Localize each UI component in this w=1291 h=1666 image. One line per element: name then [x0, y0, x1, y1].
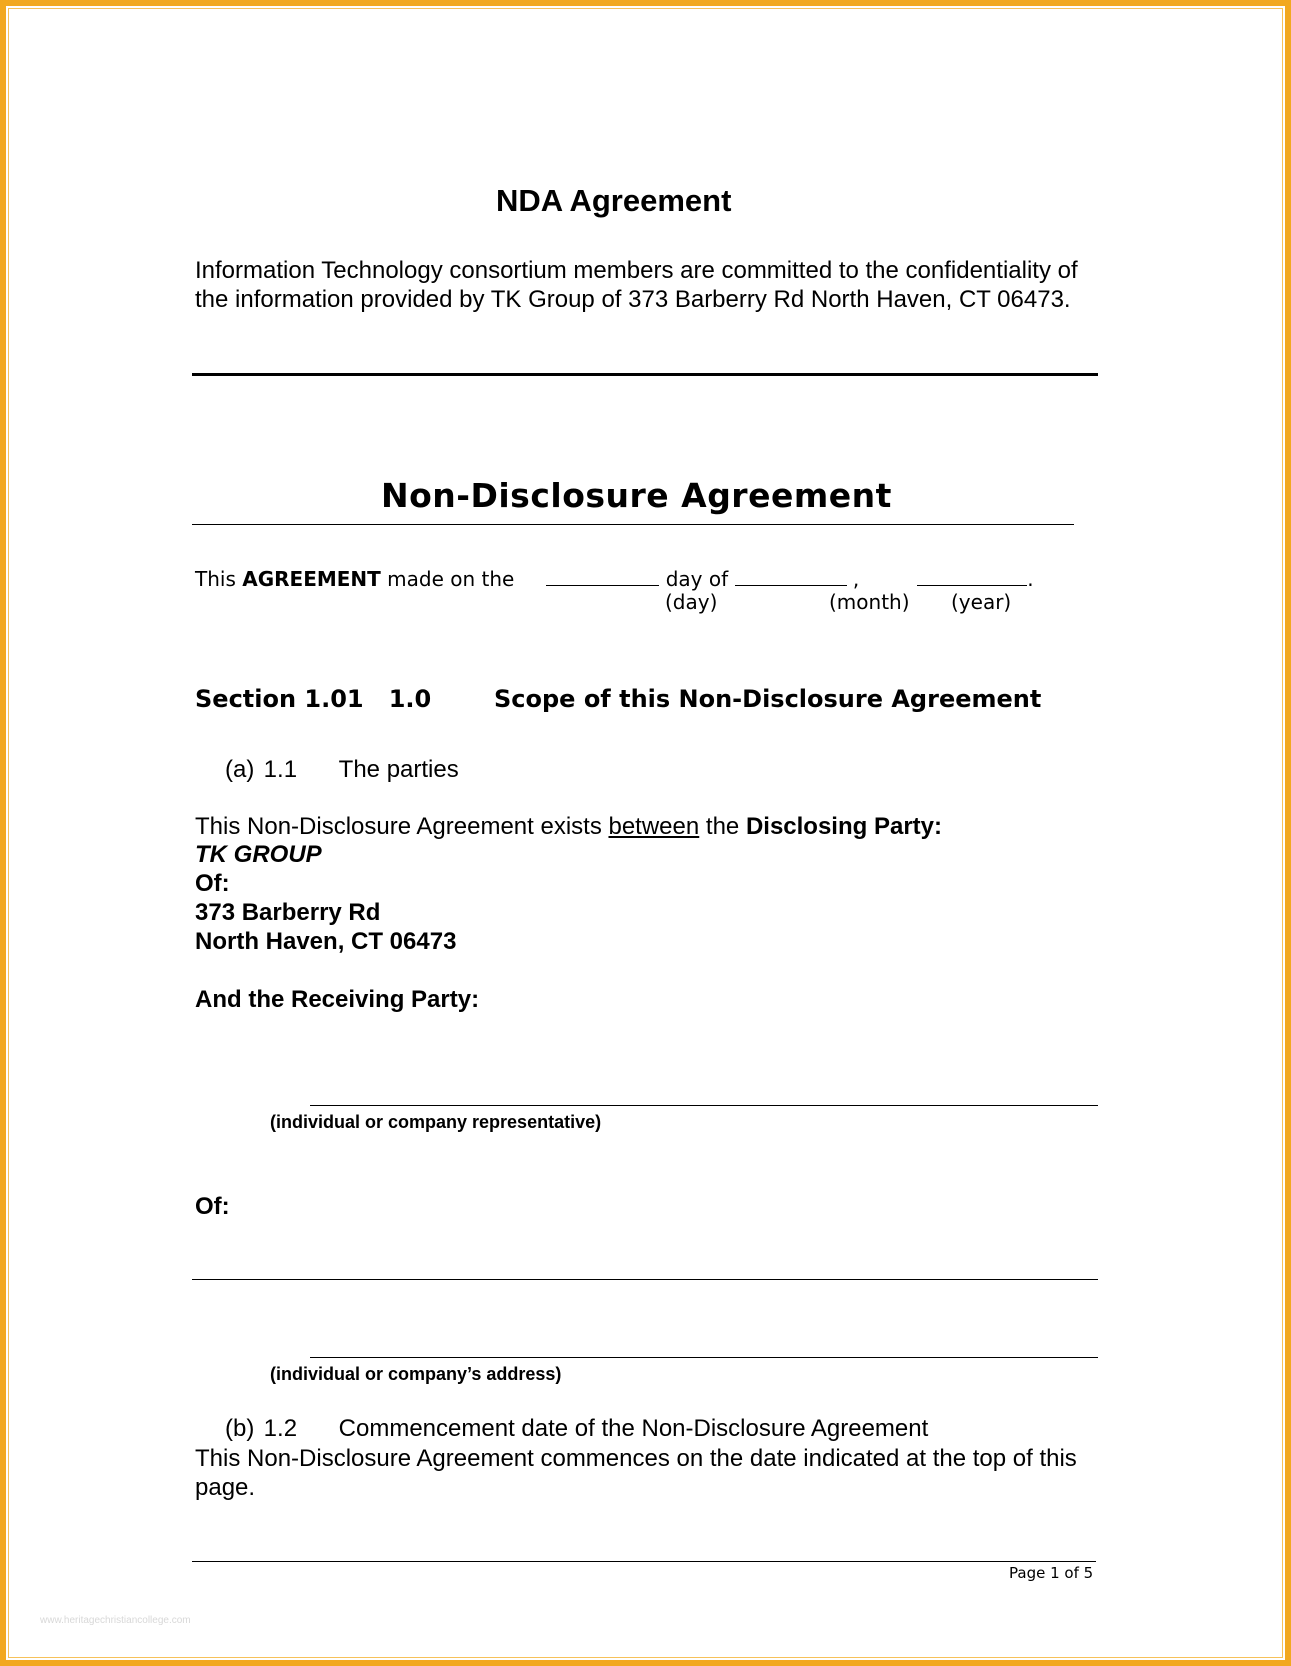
- day-label: (day): [665, 590, 718, 614]
- subsection-a-heading: [225, 756, 459, 784]
- agreement-keyword: AGREEMENT: [242, 567, 381, 591]
- year-label: (year): [951, 590, 1012, 614]
- exists-prefix: This Non-Disclosure Agreement exists: [195, 813, 609, 840]
- document-heading: NDA Agreement: [496, 183, 732, 218]
- representative-caption: (individual or company representative): [270, 1112, 602, 1132]
- title-underline: [192, 524, 1074, 525]
- disclosing-party-label: Disclosing Party:: [745, 813, 942, 840]
- day-of-text: day of: [665, 567, 729, 591]
- year-blank: [917, 565, 1027, 586]
- disclosing-address-line1: 373 Barberry Rd: [195, 899, 381, 926]
- page-number: Page 1 of 5: [1009, 1564, 1094, 1582]
- receiving-of-label: Of:: [195, 1193, 230, 1220]
- subsection-a-title: The parties: [338, 756, 459, 783]
- address-line-2: [310, 1357, 1098, 1358]
- agreement-suffix: made on the: [380, 567, 515, 591]
- exists-mid: the: [699, 813, 746, 840]
- representative-signature-line: [310, 1105, 1098, 1106]
- subsection-a-number: 1.1: [263, 756, 298, 783]
- agreement-prefix: This: [195, 567, 243, 591]
- disclosing-party-name: TK GROUP: [195, 841, 322, 868]
- subsection-b-label: (b): [225, 1415, 255, 1442]
- heading-divider: [192, 373, 1098, 376]
- footer-rule: [192, 1561, 1096, 1562]
- agreement-title: Non-Disclosure Agreement: [381, 476, 892, 515]
- comma-text: ,: [852, 567, 860, 591]
- address-caption: (individual or company’s address): [270, 1364, 562, 1384]
- day-blank: [546, 565, 659, 586]
- exists-underlined: between: [608, 813, 700, 840]
- intro-paragraph: Information Technology consortium members are committed to the confidentiality of the information provided by TK Group of 373 Barberry Rd North Haven, CT 06473.: [195, 257, 1078, 313]
- disclosing-address-line2: North Haven, CT 06473: [195, 928, 457, 955]
- agreement-date-line: [195, 565, 1034, 591]
- section-title: Scope of this Non-Disclosure Agreement: [494, 685, 1042, 713]
- month-label: (month): [829, 590, 910, 614]
- subsection-a-label: (a): [225, 756, 255, 783]
- period-text: .: [1027, 567, 1034, 591]
- address-line-1: [192, 1279, 1098, 1280]
- month-blank: [735, 565, 847, 586]
- subsection-b-title: Commencement date of the Non-Disclosure Agreement: [338, 1415, 929, 1442]
- parties-intro: [195, 813, 942, 841]
- receiving-party-label: And the Receiving Party:: [195, 986, 480, 1013]
- disclosing-of-label: Of:: [195, 870, 230, 897]
- subsection-b-number: 1.2: [263, 1415, 298, 1442]
- commencement-paragraph: This Non-Disclosure Agreement commences on the date indicated at the top of this page.: [195, 1445, 1077, 1501]
- subsection-b-heading: [225, 1415, 928, 1443]
- watermark-text: www.heritagechristiancollege.com: [40, 1615, 191, 1626]
- section-number: Section 1.01 1.0: [195, 685, 432, 713]
